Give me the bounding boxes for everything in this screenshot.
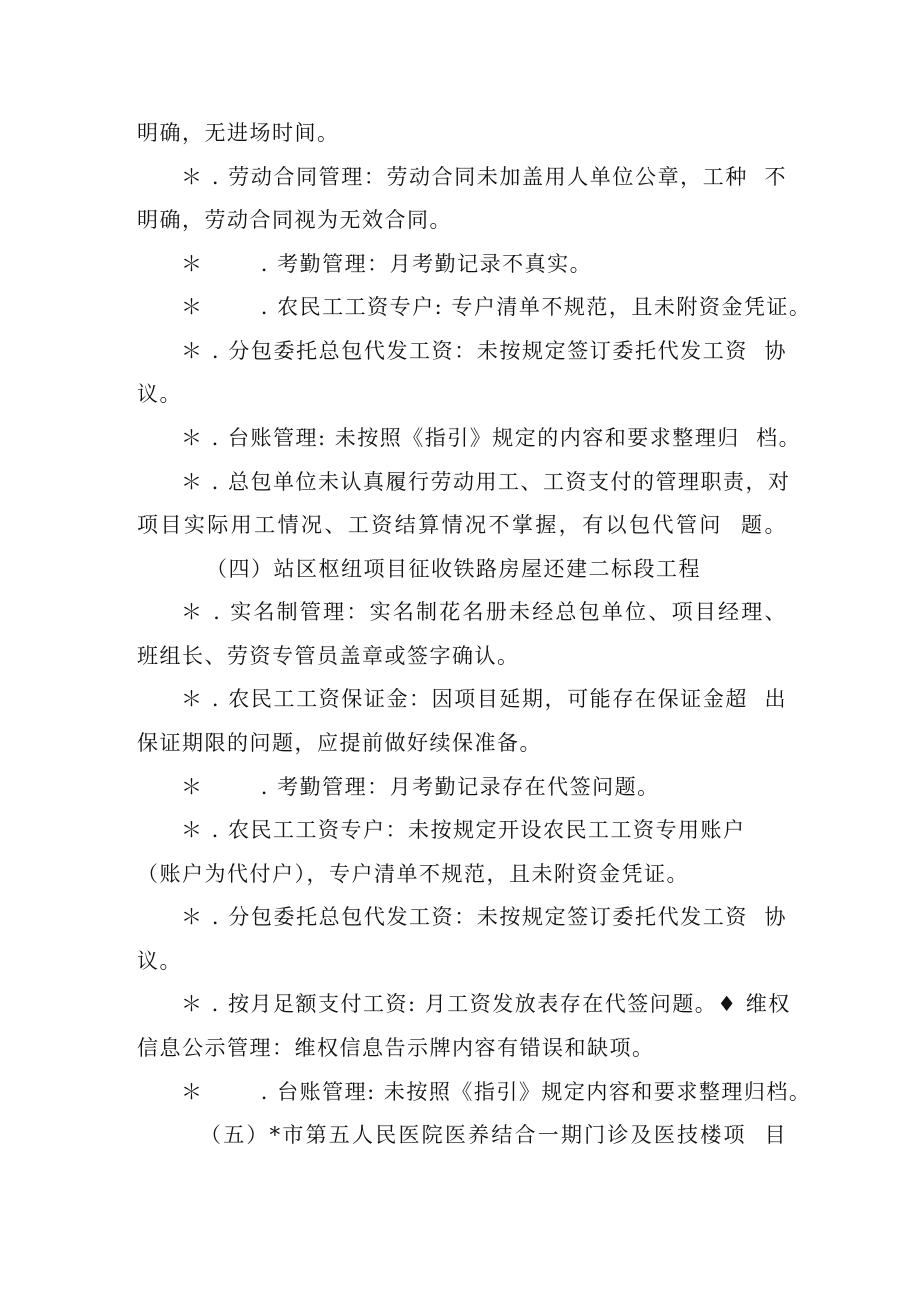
section-heading: （四）站区枢纽项目征收铁路房屋还建二标段工程 [206,557,701,581]
text-line: ＊ . 总包单位未认真履行劳动用工、工资支付的管理职责，对 [181,470,791,494]
text-line: ＊ . 按月足额支付工资: 月工资发放表存在代签问题。♦ 维权 [181,992,791,1016]
text-line: 议。 [137,949,182,973]
text-line: 议。 [137,382,182,406]
text-line: 明确，无进场时间。 [137,121,340,145]
text-line: ＊ . 农民工工资专户: 专户清单不规范，且未附资金凭证。 [181,295,812,319]
text-line: ＊ . 农民工工资专户：未按规定开设农民工工资专用账户 [181,818,746,842]
text-line: ＊ . 分包委托总包代发工资：未按规定签订委托代发工资 协 [181,339,787,363]
section-heading: （五）*市第五人民医院医养结合一期门诊及医技楼项 目 [200,1123,787,1147]
text-line: ＊ . 台账管理: 未按照《指引》规定的内容和要求整理归 档。 [181,426,802,450]
text-line: ＊ . 农民工工资保证金：因项目延期，可能存在保证金超 出 [181,687,787,711]
text-line: 明确，劳动合同视为无效合同。 [137,208,452,232]
text-line: ＊ . 考勤管理：月考勤记录存在代签问题。 [181,775,660,799]
text-line: ＊ . 分包委托总包代发工资：未按规定签订委托代发工资 协 [181,905,787,929]
text-line: 信息公示管理：维权信息告示牌内容有错误和缺项。 [137,1036,655,1060]
text-line: （账户为代付户），专户清单不规范，且未附资金凭证。 [137,862,689,886]
text-line: ＊ . 劳动合同管理：劳动合同未加盖用人单位公章，工种 不 [181,165,787,189]
text-line: 项目实际用工情况、工资结算情况不掌握，有以包代管问 题。 [137,513,787,537]
text-line: ＊ . 考勤管理：月考勤记录不真实。 [181,252,593,276]
text-line: 班组长、劳资专管员盖章或签字确认。 [137,644,520,668]
text-line: ＊ . 实名制管理：实名制花名册未经总包单位、项目经理、 [181,600,787,624]
text-line: ＊ . 台账管理: 未按照《指引》规定内容和要求整理归档。 [181,1080,812,1104]
text-line: 保证期限的问题，应提前做好续保准备。 [137,731,542,755]
